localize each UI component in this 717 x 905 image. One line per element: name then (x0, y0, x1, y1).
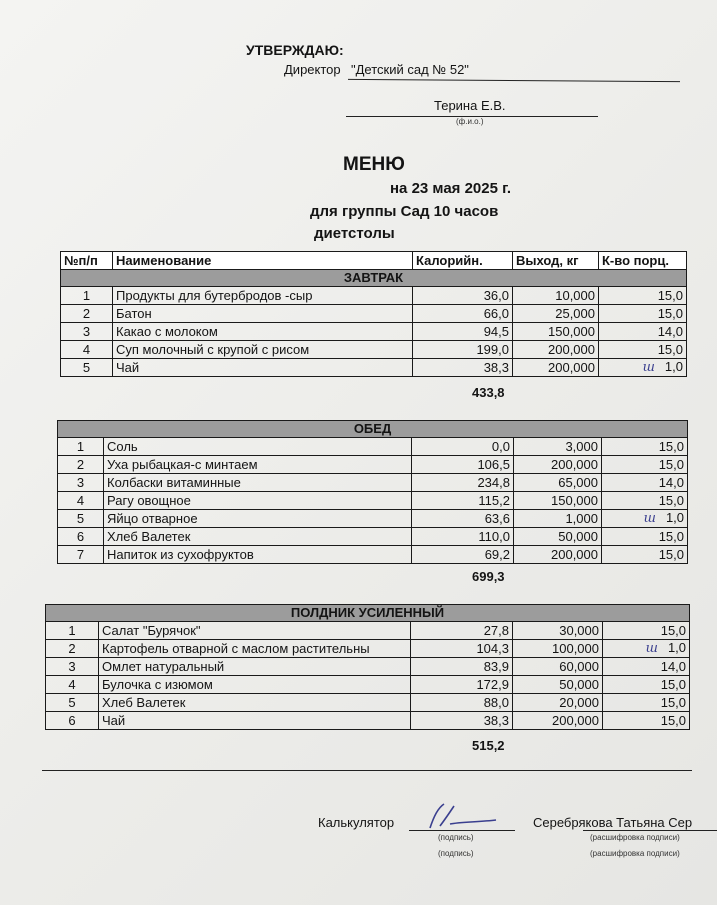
handwritten-signature (420, 798, 500, 834)
section-title: ОБЕД (58, 421, 688, 438)
name-underline (583, 830, 717, 831)
organization-name: "Детский сад № 52" (351, 62, 469, 77)
menu-diet: диетстолы (314, 225, 395, 242)
table-row (58, 438, 688, 456)
row-portions-value: 1,0 (665, 510, 685, 525)
row-num: 2 (46, 640, 99, 658)
row-num: 3 (46, 658, 99, 676)
table-row (58, 456, 688, 474)
handwritten-mark: ш (645, 641, 658, 656)
row-num: 2 (61, 305, 113, 323)
menu-group: для группы Сад 10 часов (310, 203, 499, 220)
row-portions: 15,0 (602, 456, 688, 474)
row-num: 2 (58, 456, 104, 474)
section-row (58, 421, 688, 438)
breakfast-total: 433,8 (472, 385, 505, 400)
row-num: 5 (46, 694, 99, 712)
row-num: 4 (58, 492, 104, 510)
table-row (46, 676, 690, 694)
row-num: 5 (58, 510, 104, 528)
decode-label-1: (расшифровка подписи) (590, 833, 680, 842)
director-underline (348, 79, 680, 82)
col-calories: Калорийн. (413, 252, 513, 270)
row-name: Салат "Бурячок" (99, 622, 411, 640)
row-name: Хлеб Валетек (104, 528, 412, 546)
row-portions-value: 1,0 (664, 359, 683, 374)
approval-heading: УТВЕРЖДАЮ: (246, 42, 344, 58)
row-calories: 27,8 (411, 622, 513, 640)
row-portions: 15,0 (602, 492, 688, 510)
row-output: 50,000 (514, 528, 602, 546)
table-row (58, 492, 688, 510)
row-calories: 88,0 (411, 694, 513, 712)
row-portions: 15,0 (603, 676, 690, 694)
row-calories: 199,0 (413, 341, 513, 359)
row-output: 200,000 (513, 341, 599, 359)
row-num: 1 (61, 287, 113, 305)
row-name: Колбаски витаминные (104, 474, 412, 492)
director-label: Директор (284, 62, 341, 77)
table-row (58, 510, 688, 528)
table-row (61, 287, 687, 305)
row-output: 150,000 (513, 323, 599, 341)
row-name: Булочка с изюмом (99, 676, 411, 694)
row-output: 200,000 (513, 359, 599, 377)
section-title: ПОЛДНИК УСИЛЕННЫЙ (46, 605, 690, 622)
table-row (61, 305, 687, 323)
row-output: 200,000 (514, 456, 602, 474)
row-name: Соль (104, 438, 412, 456)
row-calories: 106,5 (412, 456, 514, 474)
row-portions (599, 359, 687, 377)
table-row (46, 694, 690, 712)
separator-line (42, 770, 692, 771)
row-name: Чай (113, 359, 413, 377)
row-calories: 83,9 (411, 658, 513, 676)
row-output: 100,000 (513, 640, 603, 658)
signature-underline (409, 830, 515, 831)
row-calories: 63,6 (412, 510, 514, 528)
row-portions: 15,0 (599, 305, 687, 323)
calculator-name: Серебрякова Татьяна Сер (533, 815, 693, 830)
row-output: 30,000 (513, 622, 603, 640)
row-num: 5 (61, 359, 113, 377)
row-num: 1 (46, 622, 99, 640)
row-portions: 15,0 (603, 622, 690, 640)
table-row (61, 341, 687, 359)
row-output: 65,000 (514, 474, 602, 492)
section-title: ЗАВТРАК (61, 270, 687, 287)
row-portions: 14,0 (602, 474, 688, 492)
row-num: 4 (46, 676, 99, 694)
row-portions (602, 510, 688, 528)
row-name: Уха рыбацкая-с минтаем (104, 456, 412, 474)
row-name: Чай (99, 712, 411, 730)
table-row (61, 359, 687, 377)
row-calories: 115,2 (412, 492, 514, 510)
table-row (61, 323, 687, 341)
row-num: 3 (58, 474, 104, 492)
snack-table (45, 604, 690, 730)
table-header-row (61, 252, 687, 270)
table-row (58, 474, 688, 492)
table-row (58, 546, 688, 564)
row-portions (603, 640, 690, 658)
menu-date: на 23 мая 2025 г. (390, 180, 512, 197)
row-output: 200,000 (514, 546, 602, 564)
row-output: 3,000 (514, 438, 602, 456)
row-output: 150,000 (514, 492, 602, 510)
row-name: Рагу овощное (104, 492, 412, 510)
calculator-label: Калькулятор (318, 815, 395, 830)
row-output: 50,000 (513, 676, 603, 694)
row-portions: 15,0 (602, 546, 688, 564)
row-portions: 14,0 (599, 323, 687, 341)
row-portions: 15,0 (603, 694, 690, 712)
row-portions: 15,0 (599, 287, 687, 305)
table-row (58, 528, 688, 546)
signature-label-2: (подпись) (438, 849, 474, 858)
row-name: Яйцо отварное (104, 510, 412, 528)
row-calories: 36,0 (413, 287, 513, 305)
row-calories: 94,5 (413, 323, 513, 341)
row-name: Какао с молоком (113, 323, 413, 341)
row-name: Картофель отварной с маслом растительны (99, 640, 411, 658)
table-row (46, 622, 690, 640)
row-name: Напиток из сухофруктов (104, 546, 412, 564)
col-num: №п/п (61, 252, 113, 270)
row-name: Суп молочный с крупой с рисом (113, 341, 413, 359)
row-output: 200,000 (513, 712, 603, 730)
row-num: 3 (61, 323, 113, 341)
row-num: 4 (61, 341, 113, 359)
fio-label: (ф.и.о.) (456, 117, 484, 126)
menu-title: МЕНЮ (343, 154, 405, 175)
row-num: 6 (46, 712, 99, 730)
row-name: Продукты для бутербродов -сыр (113, 287, 413, 305)
row-calories: 110,0 (412, 528, 514, 546)
lunch-total: 699,3 (472, 569, 505, 584)
row-num: 6 (58, 528, 104, 546)
row-calories: 234,8 (412, 474, 514, 492)
col-name: Наименование (113, 252, 413, 270)
row-portions: 15,0 (602, 528, 688, 546)
handwritten-mark: ш (643, 511, 656, 526)
row-calories: 66,0 (413, 305, 513, 323)
row-name: Хлеб Валетек (99, 694, 411, 712)
row-portions: 15,0 (603, 712, 690, 730)
section-row (61, 270, 687, 287)
row-output: 25,000 (513, 305, 599, 323)
row-name: Омлет натуральный (99, 658, 411, 676)
row-calories: 0,0 (412, 438, 514, 456)
breakfast-table (60, 251, 687, 377)
row-calories: 104,3 (411, 640, 513, 658)
signature-label-1: (подпись) (438, 833, 474, 842)
row-name: Батон (113, 305, 413, 323)
col-portions: К-во порц. (599, 252, 687, 270)
handwritten-mark: ш (642, 360, 655, 375)
snack-total: 515,2 (472, 738, 505, 753)
row-portions: 14,0 (603, 658, 690, 676)
row-output: 10,000 (513, 287, 599, 305)
row-output: 20,000 (513, 694, 603, 712)
row-portions-value: 1,0 (667, 640, 687, 655)
director-name: Терина Е.В. (434, 98, 506, 113)
decode-label-2: (расшифровка подписи) (590, 849, 680, 858)
row-output: 60,000 (513, 658, 603, 676)
row-output: 1,000 (514, 510, 602, 528)
table-row (46, 712, 690, 730)
table-row (46, 640, 690, 658)
row-calories: 38,3 (411, 712, 513, 730)
row-portions: 15,0 (602, 438, 688, 456)
table-row (46, 658, 690, 676)
lunch-table (57, 420, 688, 564)
row-calories: 69,2 (412, 546, 514, 564)
section-row (46, 605, 690, 622)
row-num: 1 (58, 438, 104, 456)
row-calories: 38,3 (413, 359, 513, 377)
col-output: Выход, кг (513, 252, 599, 270)
row-portions: 15,0 (599, 341, 687, 359)
row-num: 7 (58, 546, 104, 564)
row-calories: 172,9 (411, 676, 513, 694)
